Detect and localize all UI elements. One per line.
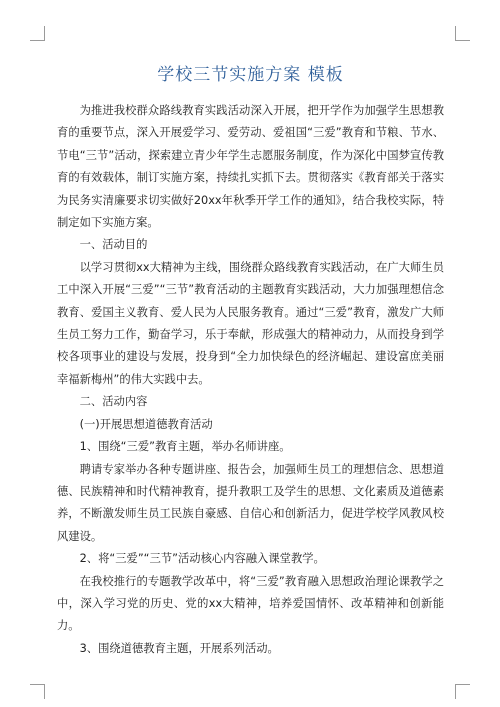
- item-1-heading: 1、围绕“三爱”教育主题，举办名师讲座。: [79, 440, 291, 454]
- item-3-heading: 3、围绕道德教育主题，开展系列活动。: [79, 641, 279, 655]
- item-1-paragraph: 聘请专家举办各种专题讲座、报告会，加强师生员工的理想信念、思想道德、民族精神和时代精神教育，提升教职工及学生的思想、文化素质及道德素养，不断激发师生员工民族自豪感、自信心和创新活力，促进学校学风教风校风建设。: [57, 462, 444, 543]
- document-body: [57, 100, 444, 660]
- page-corner-mark-bottom-left: [30, 684, 45, 699]
- section-heading-purpose: 一、活动目的: [79, 238, 148, 252]
- intro-paragraph: 为推进我校群众路线教育实践活动深入开展，把开学作为加强学生思想教育的重要节点，深入开展爱学习、爱劳动、爱祖国“三爱”教育和节粮、节水、节电“三节”活动，探索建立青少年学生志愿服务制度，作为深化中国梦宣传教育的有效载体，制订实施方案，持续扎实抓下去。贯彻落实《教育部关于落实为民务实清廉要求切实做好20xx年秋季开学工作的通知》，结合我校实际，特制定如下实施方案。: [57, 104, 444, 230]
- subsection-heading-moral-education: (一)开展思想道德教育活动: [79, 417, 213, 431]
- page-corner-mark-bottom-right: [455, 684, 470, 699]
- item-2-heading: 2、将“三爱”“三节”活动核心内容融入课堂教学。: [79, 552, 325, 566]
- page-corner-mark-top-left: [30, 26, 45, 41]
- item-2-paragraph: 在我校推行的专题教学改革中，将“三爱”教育融入思想政治理论课教学之中，深入学习党的历史、党的xx大精神，培养爱国情怀、改革精神和创新能力。: [57, 574, 444, 633]
- purpose-paragraph: 以学习贯彻xx大精神为主线，围绕群众路线教育实践活动，在广大师生员工中深入开展“三爱”“三节”教育活动的主题教育实践活动，大力加强理想信念教育、爱国主义教育、爱人民为人民服务教育。通过“三爱”教育，激发广大师生员工努力工作，勤奋学习，乐于奉献，形成强大的精神动力，从而投身到学校各项事业的建设与发展，投身到“全力加快绿色的经济崛起、建设富庶美丽幸福新梅州”的伟大实践中去。: [57, 260, 444, 386]
- section-heading-content: 二、活动内容: [79, 395, 148, 409]
- page-corner-mark-top-right: [455, 26, 470, 41]
- document-title: 学校三节实施方案 模板: [157, 65, 344, 85]
